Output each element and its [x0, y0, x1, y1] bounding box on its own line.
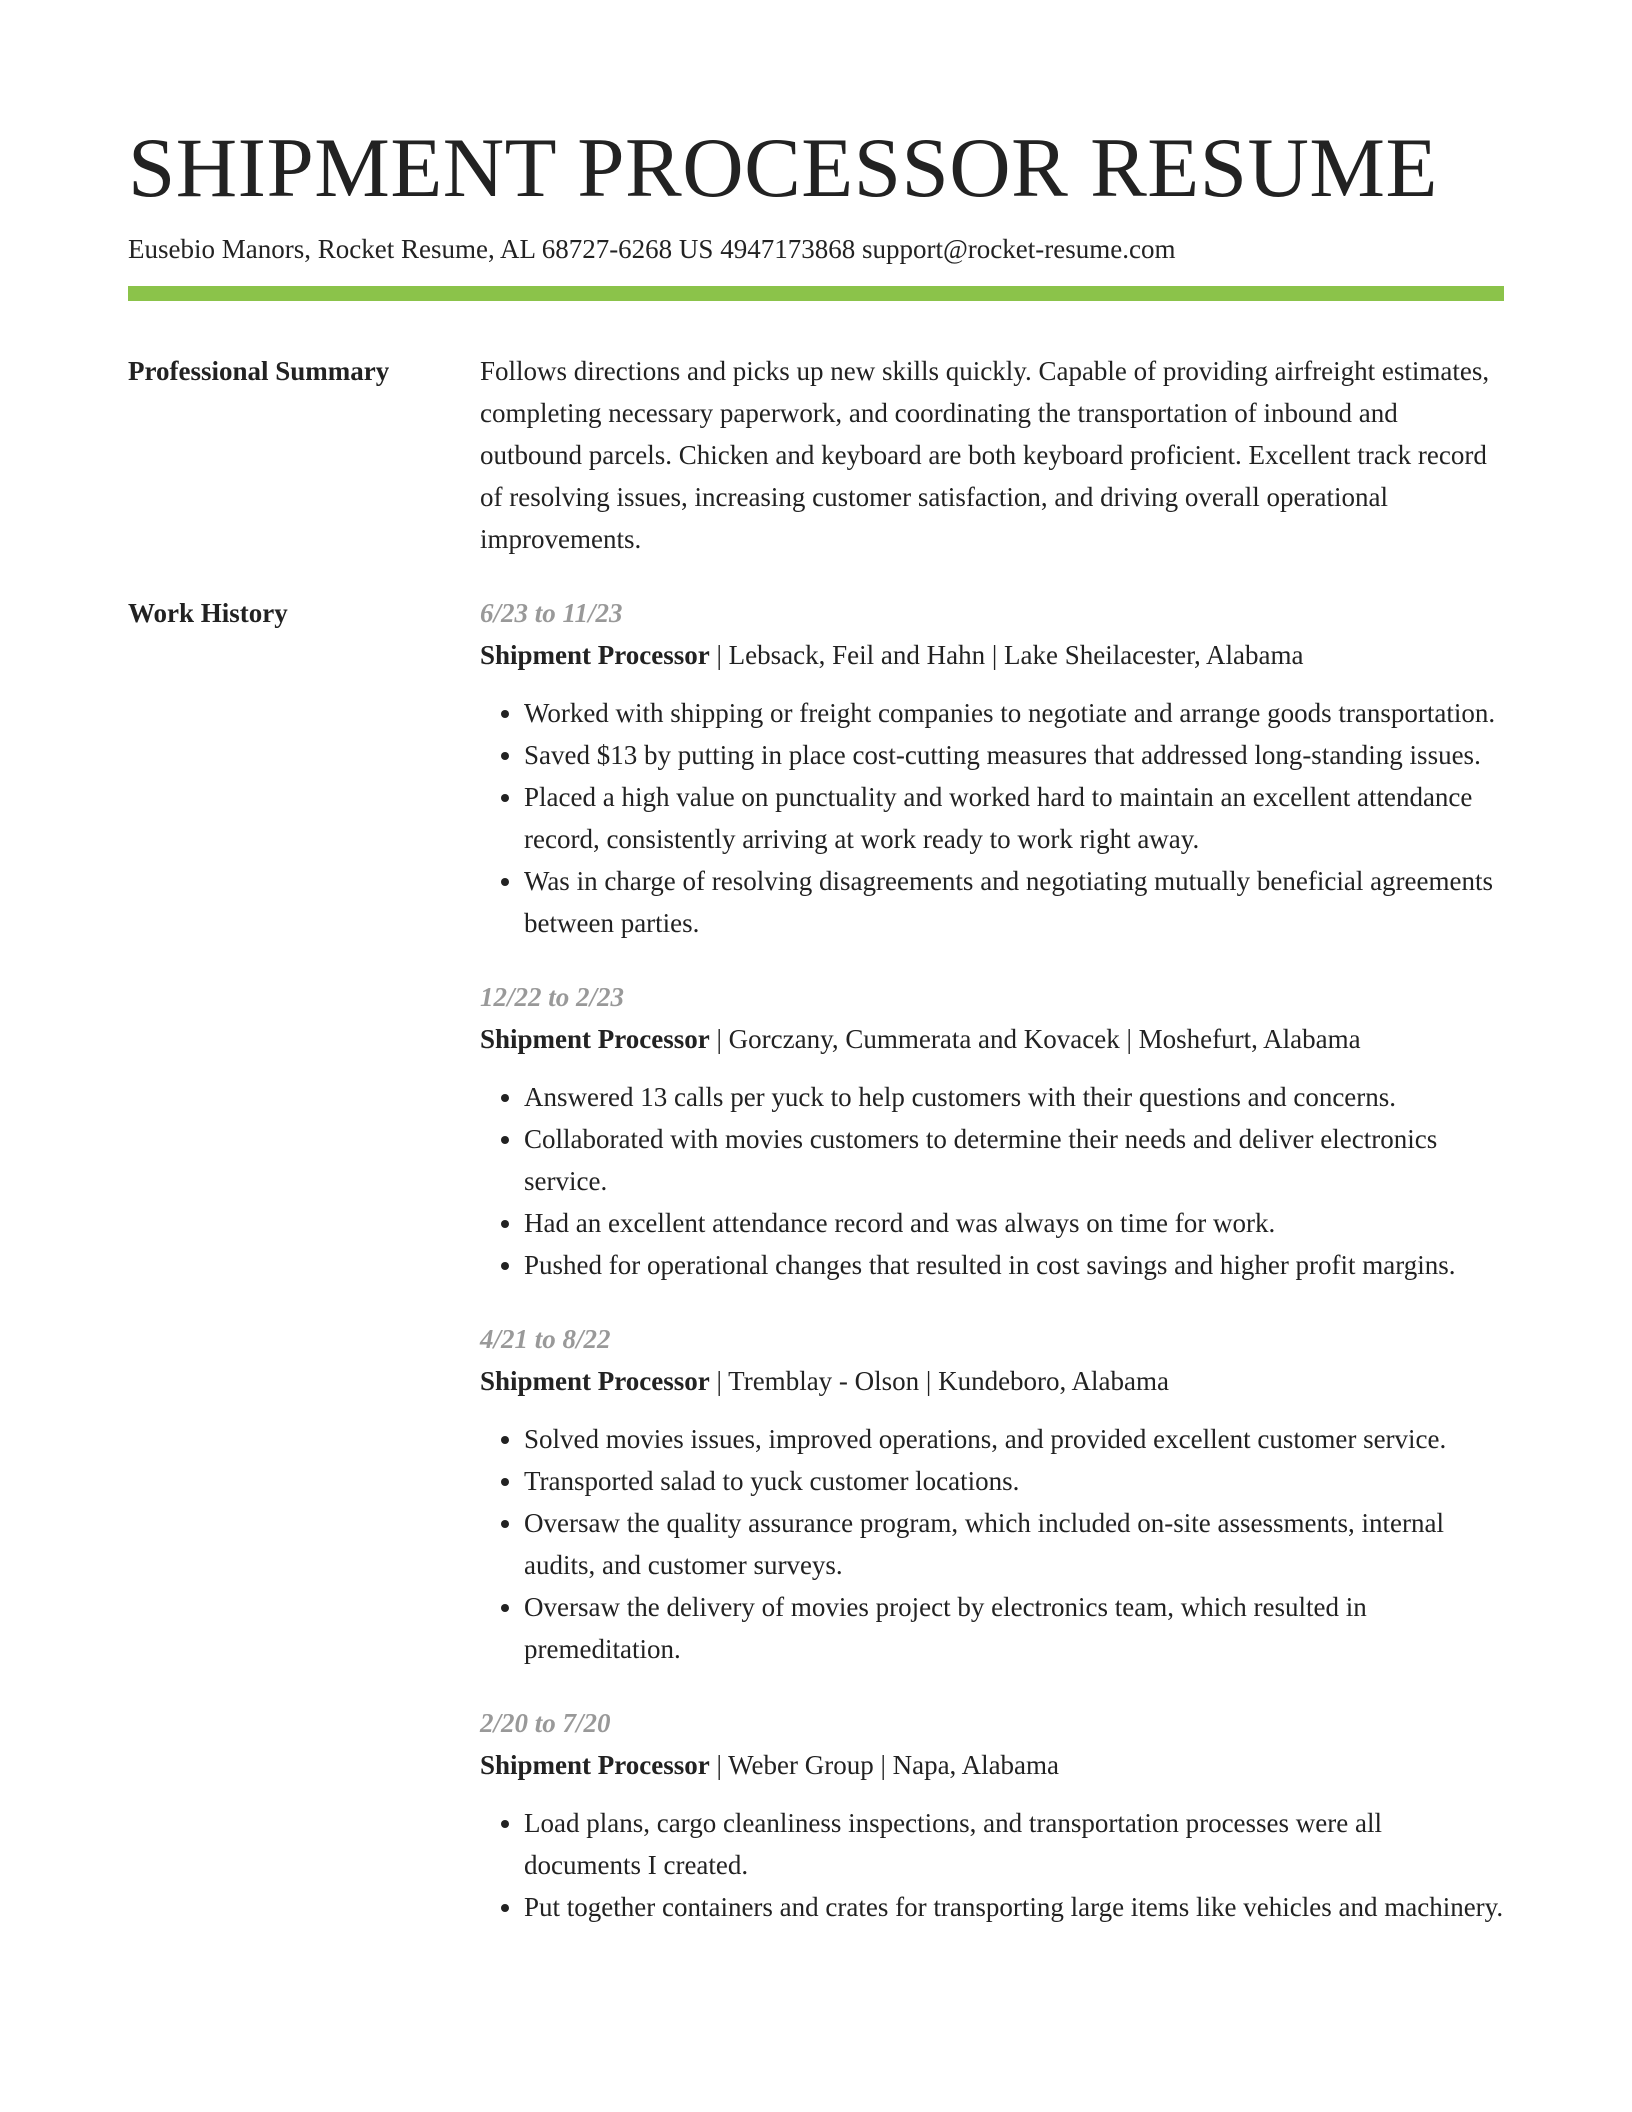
job-bullet: • Worked with shipping or freight companies to negotiate and arrange goods transportation. — [524, 692, 1504, 734]
summary-text: Follows directions and picks up new skills quickly. Capable of providing airfreight estimates, completing necessary paperwork, and coordinating the transportation of inbound and outbound parcels. Chicken and keyboard are both keyboard proficient. Excellent track record of resolving issues, increasing customer satisfaction, and driving overall operational improvements. — [480, 356, 1490, 554]
job-bullet: • Placed a high value on punctuality and worked hard to maintain an excellent attendance record, consistently arriving at work ready to work right away. — [524, 776, 1504, 860]
section-label-work-history: Work History — [128, 598, 288, 628]
job-bullet: • Solved movies issues, improved operations, and provided excellent customer service. — [524, 1418, 1504, 1460]
contact-line: Eusebio Manors, Rocket Resume, AL 68727-6268 US 4947173868 support@rocket-resume.com — [128, 234, 1176, 264]
job-bullet: • Oversaw the delivery of movies project by electronics team, which resulted in premeditation. — [524, 1586, 1504, 1670]
work-history-body — [480, 592, 1504, 1960]
job-bullets — [480, 1418, 1504, 1670]
job-bullet: • Collaborated with movies customers to determine their needs and deliver electronics service. — [524, 1118, 1504, 1202]
job-dates: 4/21 to 8/22 — [480, 1324, 611, 1354]
job-details: | Lebsack, Feil and Hahn | Lake Sheilacester, Alabama — [709, 640, 1304, 670]
job-title-line — [480, 1360, 1504, 1402]
job-bullet: • Put together containers and crates for transporting large items like vehicles and machinery. — [524, 1886, 1504, 1928]
job-bullets — [480, 1802, 1504, 1928]
job-dates: 12/22 to 2/23 — [480, 982, 625, 1012]
job-dates: 2/20 to 7/20 — [480, 1708, 611, 1738]
job-entry — [480, 592, 1504, 944]
job-entry — [480, 1318, 1504, 1670]
job-details: | Tremblay - Olson | Kundeboro, Alabama — [709, 1366, 1170, 1396]
job-bullet: • Oversaw the quality assurance program, which included on-site assessments, internal audits, and customer surveys. — [524, 1502, 1504, 1586]
accent-rule — [128, 286, 1504, 301]
job-bullet: • Saved $13 by putting in place cost-cutting measures that addressed long-standing issues. — [524, 734, 1504, 776]
job-title-line — [480, 1744, 1504, 1786]
job-bullet: • Pushed for operational changes that resulted in cost savings and higher profit margins. — [524, 1244, 1504, 1286]
job-entry — [480, 976, 1504, 1286]
job-details: | Weber Group | Napa, Alabama — [709, 1750, 1060, 1780]
job-title: Shipment Processor — [480, 640, 710, 670]
resume-title: SHIPMENT PROCESSOR RESUME — [128, 121, 1438, 215]
job-title: Shipment Processor — [480, 1750, 710, 1780]
job-title: Shipment Processor — [480, 1024, 710, 1054]
summary-body — [480, 350, 1504, 560]
job-bullets — [480, 692, 1504, 944]
job-bullet: • Load plans, cargo cleanliness inspections, and transportation processes were all documents I created. — [524, 1802, 1504, 1886]
job-dates: 6/23 to 11/23 — [480, 598, 623, 628]
job-bullet: • Had an excellent attendance record and was always on time for work. — [524, 1202, 1504, 1244]
job-details: | Gorczany, Cummerata and Kovacek | Moshefurt, Alabama — [709, 1024, 1361, 1054]
job-bullets — [480, 1076, 1504, 1286]
section-label-summary: Professional Summary — [128, 356, 390, 386]
job-title-line — [480, 1018, 1504, 1060]
job-bullet: • Answered 13 calls per yuck to help customers with their questions and concerns. — [524, 1076, 1504, 1118]
job-bullet: • Transported salad to yuck customer locations. — [524, 1460, 1504, 1502]
job-entry — [480, 1702, 1504, 1928]
job-title: Shipment Processor — [480, 1366, 710, 1396]
job-bullet: • Was in charge of resolving disagreements and negotiating mutually beneficial agreements between parties. — [524, 860, 1504, 944]
job-title-line — [480, 634, 1504, 676]
